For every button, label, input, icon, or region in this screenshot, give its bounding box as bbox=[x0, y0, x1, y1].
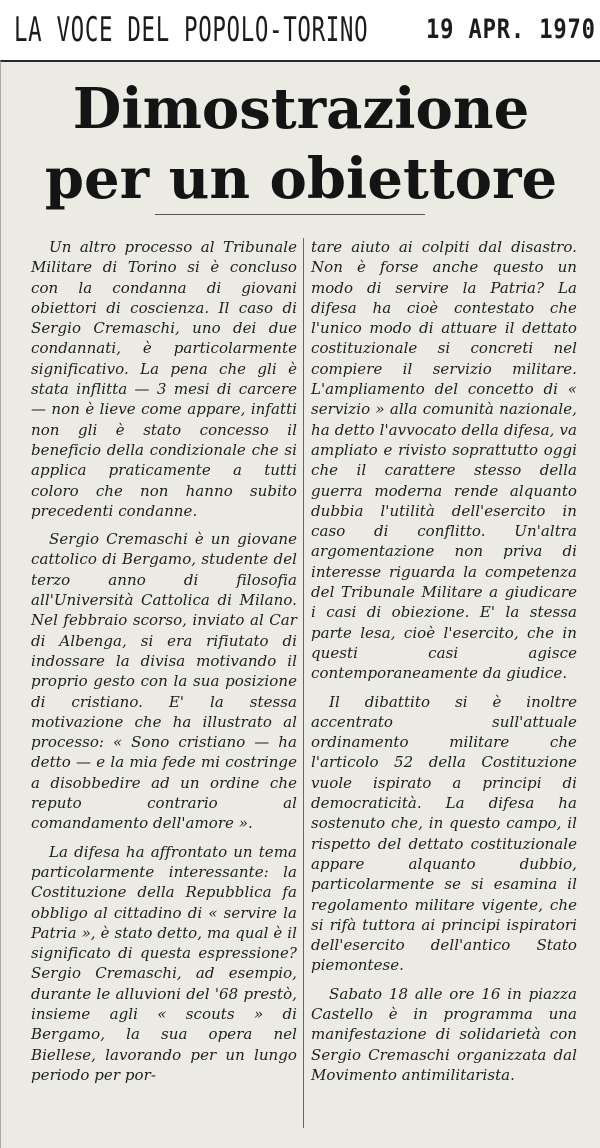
publication-date: 19 APR. 1970 bbox=[426, 14, 596, 45]
column-divider bbox=[303, 238, 304, 1128]
paragraph: Un altro processo al Tribunale Militare di Torino si è concluso con la condanna di giovani obiettori di coscienza. Il caso di Sergio Cremaschi, uno dei due condannati, è particolarmente significativo. La pena che gli è stata inflitta — 3 mesi di carcere — non è lieve come appare, infatti non gli è stato concesso il beneficio della condizionale che si applica praticamente a tutti coloro che non hanno subito precedenti condanne. bbox=[31, 238, 297, 520]
newspaper-stamp bbox=[6, 8, 596, 52]
headline-rule bbox=[155, 214, 425, 215]
article-column-right bbox=[311, 237, 577, 1093]
article-column-left bbox=[31, 237, 297, 1093]
paragraph: Il dibattito si è inoltre accentrato sull'attuale ordinamento militare che l'articolo 52 della Costituzione vuole ispirato a principi di democraticità. La difesa ha sostenuto che, in questo campo, il rispetto del dettato costituzionale appare alquanto dubbio, particolarmente se si esamina il regolamento militare vigente, che si rifà tuttora ai principi ispiratori dell'esercito dell'antico Stato piemontese. bbox=[311, 692, 577, 975]
newspaper-masthead: LA VOCE DEL POPOLO-TORINO bbox=[14, 10, 369, 50]
paragraph: tare aiuto ai colpiti dal disastro. Non è forse anche questo un modo di servire la Patria? La difesa ha cioè contestato che l'unico modo di attuare il dettato costituzionale si concreti nel compiere il servizio militare. L'ampliamento del concetto di « servizio » alla comunità nazionale, ha detto l'avvocato della difesa, va ampliato e rivisto soprattutto oggi che il carattere stesso della guerra moderna rende alquanto dubbia l'utilità dell'esercito in caso di conflitto. Un'altra argomentazione non priva di interesse riguarda la competenza del Tribunale Militare a giudicare i casi di obiezione. E' la stessa parte lesa, cioè l'esercito, che in questi casi agisce contemporaneamente da giudice. bbox=[311, 238, 577, 683]
article-headline bbox=[11, 74, 591, 214]
headline-line-2: per un obiettore bbox=[44, 146, 558, 212]
paragraph: Sergio Cremaschi è un giovane cattolico di Bergamo, studente del terzo anno di filosofia all'Università Cattolica di Milano. Nel febbraio scorso, inviato al Car di Albenga, si era rifiutato di indossare la divisa motivando il proprio gesto con la sua posizione di cristiano. E' la stessa motivazione che ha illustrato al processo: « Sono cristiano — ha detto — e la mia fede mi costringe a disobbedire ad un ordine che reputo contrario al comandamento dell'amore ». bbox=[31, 530, 297, 833]
paragraph: La difesa ha affrontato un tema particolarmente interessante: la Costituzione della Repubblica fa obbligo al cittadino di « servire la Patria », è stato detto, ma qual è il significato di questa espressione? Sergio Cremaschi, ad esempio, durante le alluvioni del '68 prestò, insieme agli « scouts » di Bergamo, la sua opera nel Biellese, lavorando per un lungo periodo per por- bbox=[31, 842, 297, 1084]
headline-line-1: Dimostrazione bbox=[72, 76, 530, 142]
article-clipping bbox=[0, 60, 600, 1148]
paragraph: Sabato 18 alle ore 16 in piazza Castello è in programma una manifestazione di solidarietà con Sergio Cremaschi organizzata dal Movimento antimilitarista. bbox=[311, 984, 577, 1084]
